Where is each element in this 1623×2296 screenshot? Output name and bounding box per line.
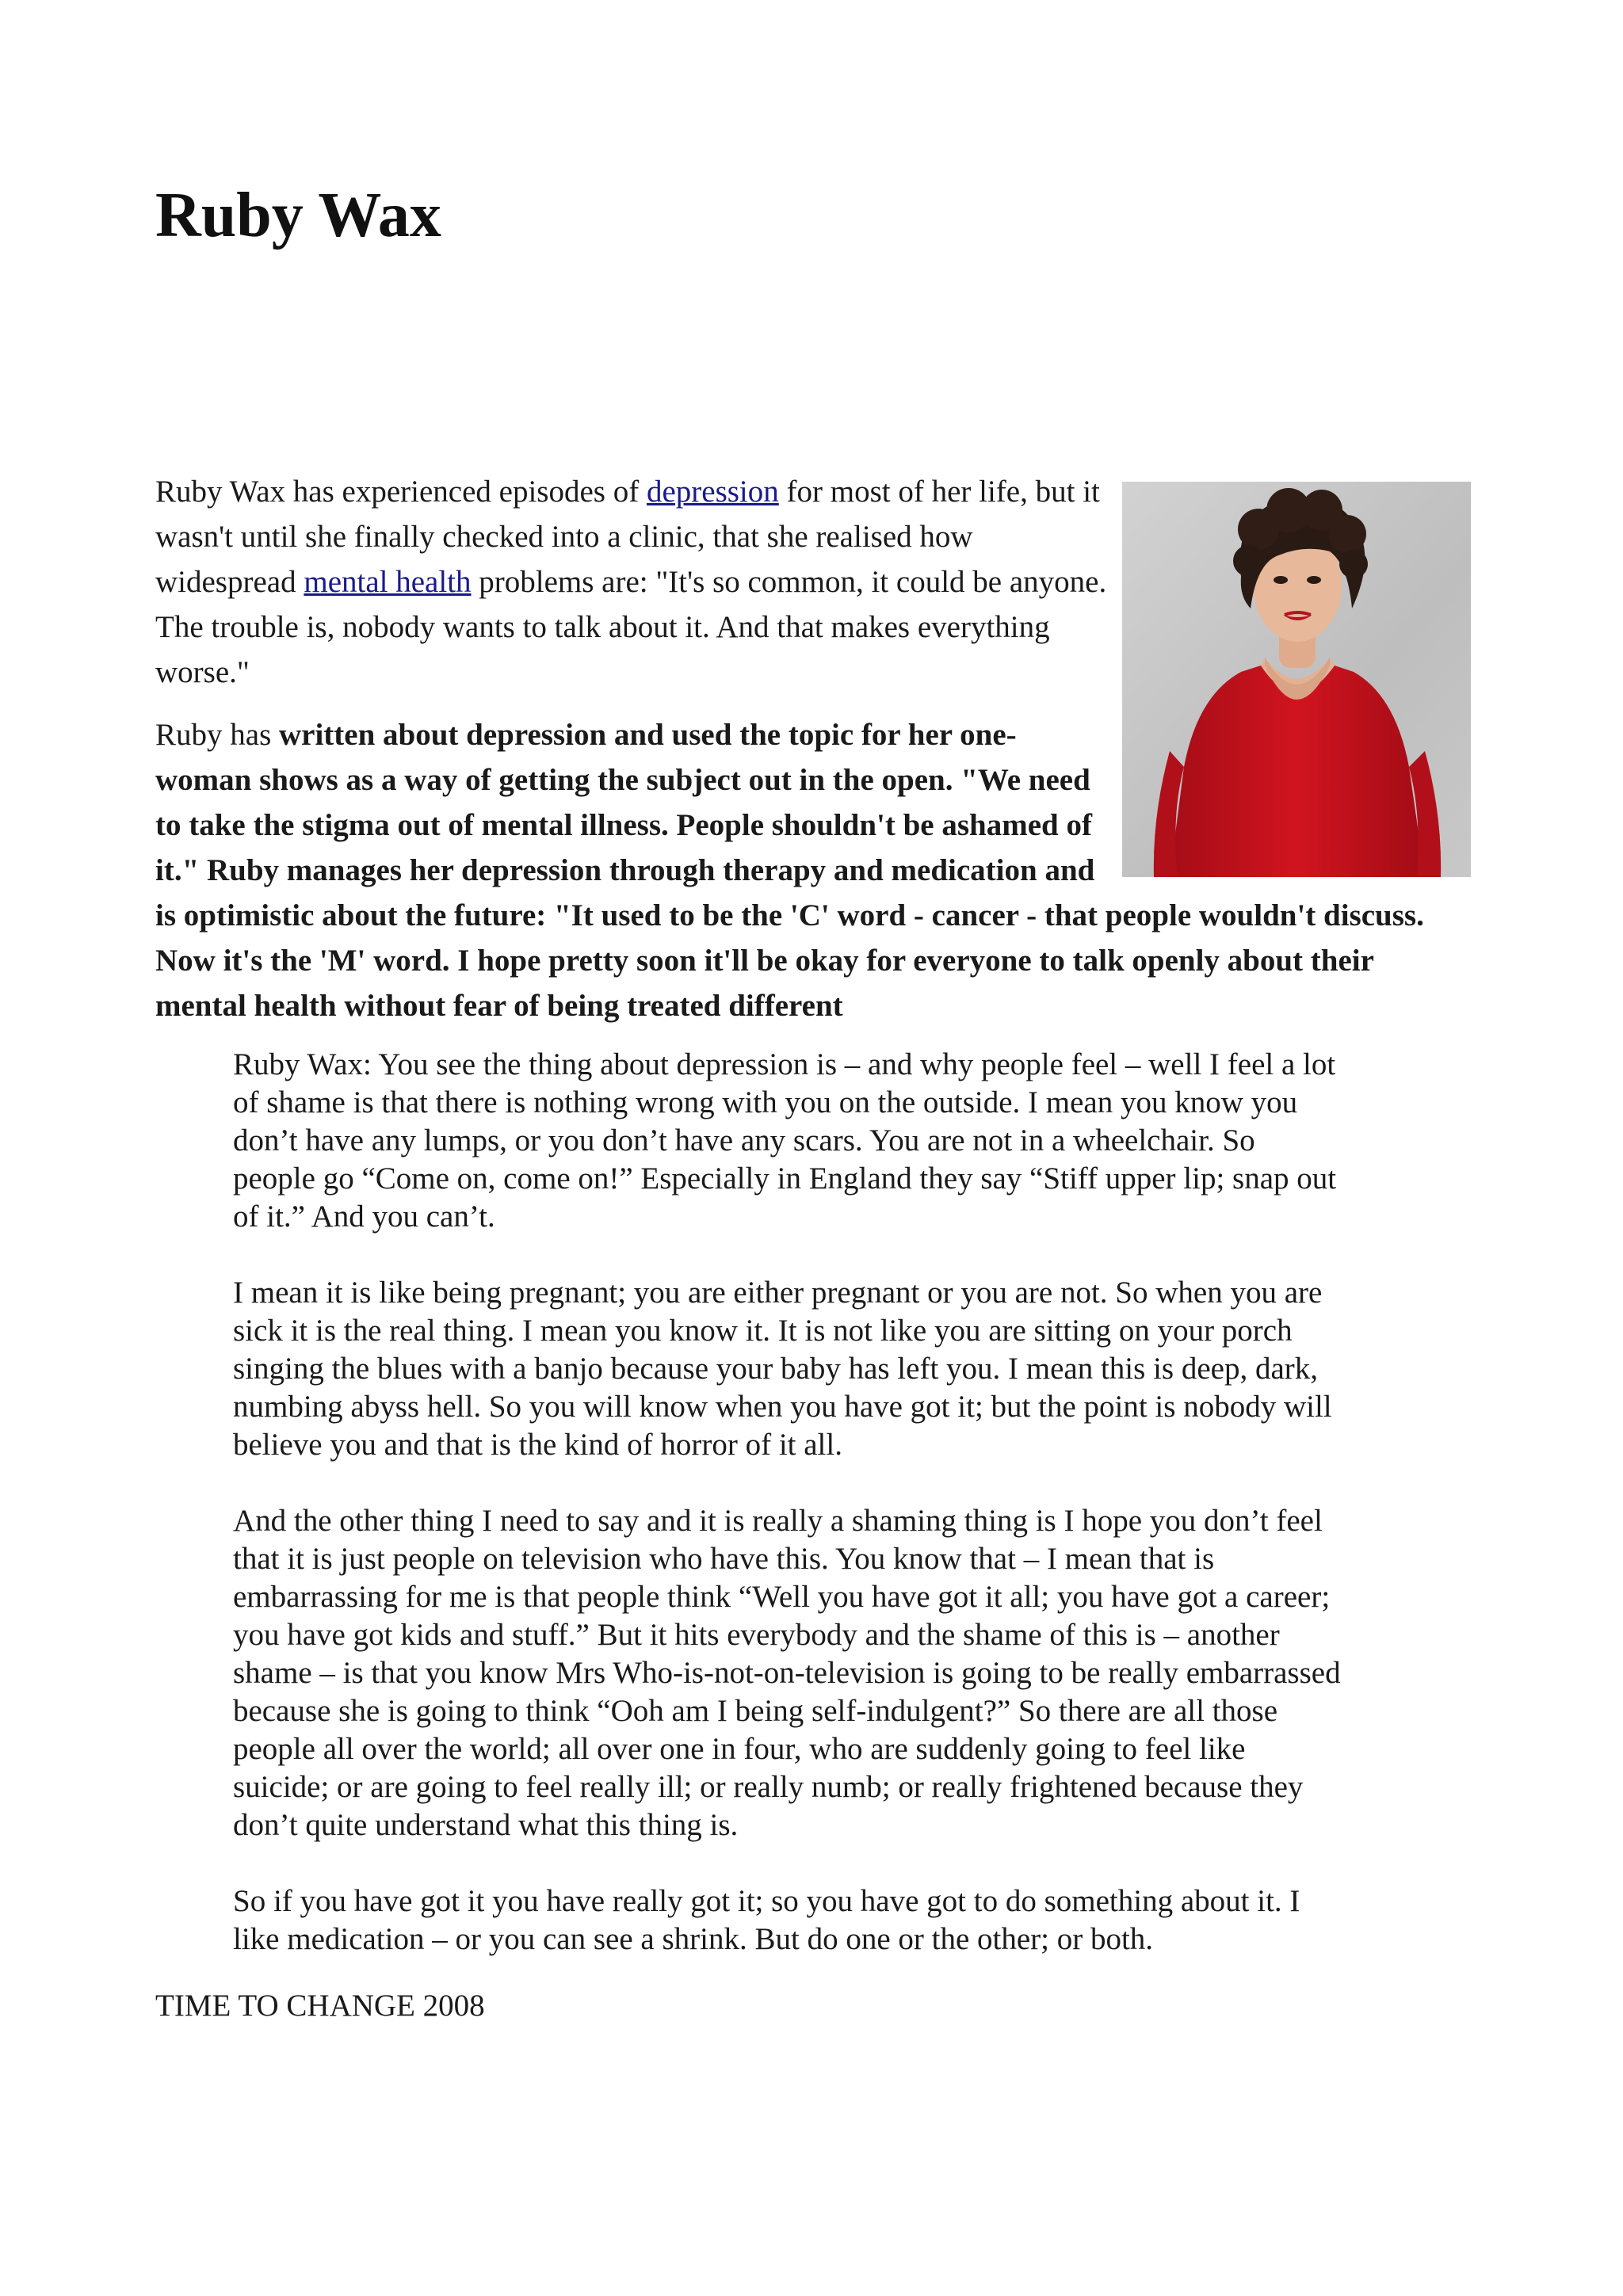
intro-text-end: problems are: "It's so common, it could be anyone. The trouble is, nobody wants to talk about it. And that makes everything worse." (155, 565, 1107, 689)
article-body (155, 469, 1471, 2025)
quote-paragraph-2: I mean it is like being pregnant; you are either pregnant or you are not. So when you are sick it is the real thing. I mean you know it. It is not like you are sitting on your porch singing the blues with a banjo because your baby has left you. I mean this is deep, dark, numbing abyss hell. So you will know when you have got it; but the point is nobody will believe you and that is the kind of horror of it all. (233, 1276, 1332, 1462)
intro-text-middle: for most of her life, but it wasn't until she finally checked into a clinic, that she realised how widespread (155, 475, 1100, 599)
quote-paragraph-3: And the other thing I need to say and it is really a shaming thing is I hope you don’t feel that it is just people on television who have this. You know that – I mean that is embarrassing for me is that people think “Well you have got it all; you have got a career; you have got kids and stuff.” But it hits everybody and the shame of this is – another shame – is that you know Mrs Who-is-not-on-television is going to be really embarrassed because she is going to think “Ooh am I being self-indulgent?” So there are all those people all over the world; all over one in four, who are suddenly going to feel like suicide; or are going to feel really ill; or really numb; or really frightened because they don’t quite understand what this thing is. (233, 1504, 1341, 1842)
depression-link[interactable]: depression (646, 475, 779, 509)
interview-quote (233, 1046, 1342, 1958)
quote-paragraph-1: Ruby Wax: You see the thing about depression is – and why people feel – well I feel a lot of shame is that there is nothing wrong with you on the outside. I mean you know you don’t have any lumps, or you don’t have any scars. You are not in a wheelchair. So people go “Come on, come on!” Especially in England they say “Stiff upper lip; snap out of it.” And you can’t. (233, 1047, 1337, 1234)
intro-text-start: Ruby Wax has experienced episodes of (155, 475, 647, 509)
woman-in-red-dress-photo (1122, 482, 1471, 877)
second-bold-text: written about depression and used the topic for her one-woman shows as a way of getting the subject out in the open. "We need to take the stigma out of mental illness. People shouldn't be ashamed of it." Ruby manages her depression through therapy and medication and is optimistic about the future: "It used to be the 'C' word - cancer - that people wouldn't discuss. Now it's the 'M' word. I hope pretty soon it'll be okay for everyone to talk openly about their mental health without fear of being treated different (155, 718, 1424, 1023)
page-title: Ruby Wax (155, 181, 441, 250)
quote-paragraph-4: So if you have got it you have really got it; so you have got to do something about it. I like medication – or you can see a shrink. But do one or the other; or both. (233, 1884, 1300, 1956)
mental-health-link[interactable]: mental health (304, 565, 472, 599)
source-footer: TIME TO CHANGE 2008 (155, 1989, 485, 2023)
portrait-photo (1122, 482, 1471, 877)
second-lead-text: Ruby has (155, 718, 279, 752)
